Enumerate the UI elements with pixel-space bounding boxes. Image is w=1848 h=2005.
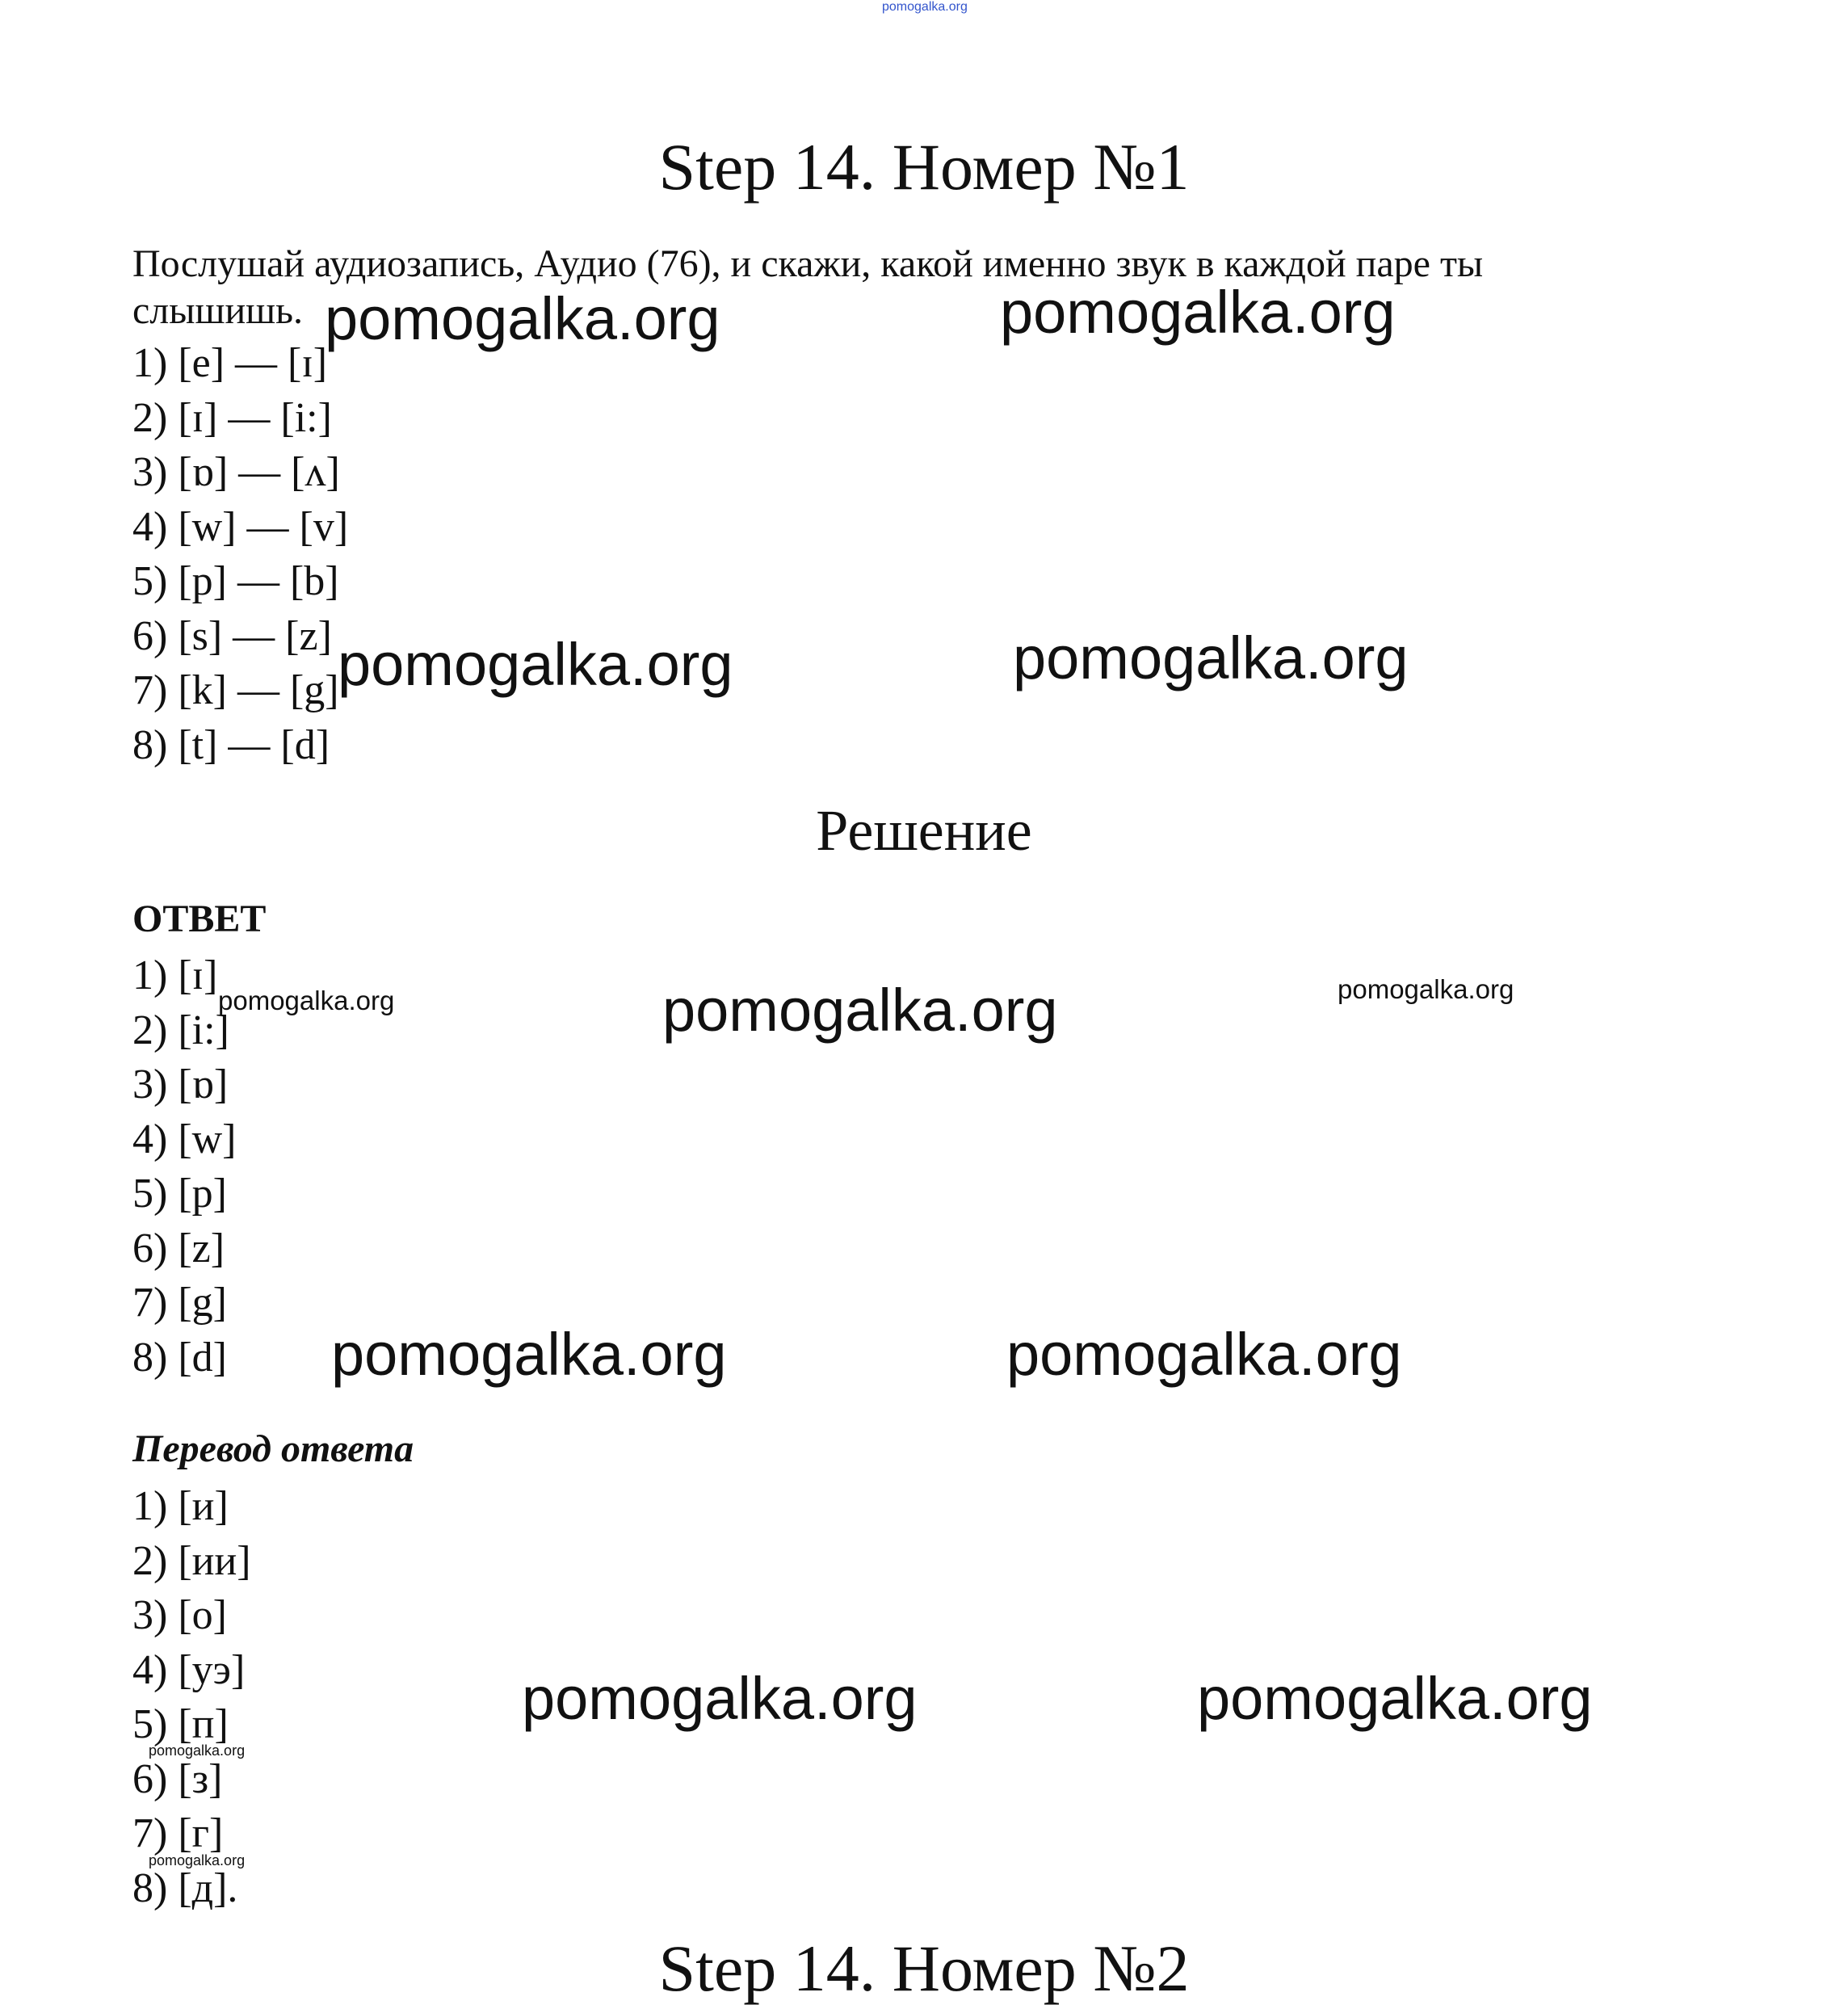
watermark: pomogalka.org — [1197, 1665, 1593, 1732]
watermark: pomogalka.org — [1000, 279, 1396, 346]
page-title: Step 14. Номер №1 — [658, 130, 1190, 204]
watermark: pomogalka.org — [1013, 624, 1409, 691]
translation-item: 6) [з] — [132, 1755, 223, 1802]
task-list — [132, 336, 348, 772]
task-item: 6) [s] — [z] — [132, 612, 332, 659]
answer-item: 6) [z] — [132, 1225, 225, 1272]
watermark: pomogalka.org — [149, 1852, 246, 1868]
translation-item: 7) [г] — [132, 1810, 224, 1856]
watermark: pomogalka.org — [522, 1665, 918, 1732]
answer-item: 5) [p] — [132, 1171, 227, 1217]
translation-item: 3) [о] — [132, 1592, 227, 1638]
answer-item: 3) [ɒ] — [132, 1061, 229, 1108]
task-item: 7) [k] — [g] — [132, 667, 339, 713]
watermark: pomogalka.org — [331, 1321, 727, 1388]
header-watermark: pomogalka.org — [882, 0, 968, 14]
task-item: 5) [p] — [b] — [132, 558, 339, 604]
task-item: 4) [w] — [v] — [132, 503, 349, 550]
task-item: 3) [ɒ] — [ʌ] — [132, 449, 340, 495]
watermark: pomogalka.org — [1006, 1321, 1402, 1388]
translation-item: 8) [д]. — [132, 1864, 238, 1911]
answer-item: 8) [d] — [132, 1334, 227, 1381]
translation-item: 5) [п] — [132, 1701, 229, 1747]
answer-item: 4) [w] — [132, 1116, 237, 1162]
solution-heading: Решение — [816, 798, 1032, 863]
translation-list — [132, 1479, 251, 1915]
translation-item: 4) [уэ] — [132, 1646, 246, 1693]
task-prompt: Послушай аудиозапись, Аудио (76), и скажи, какой именно звук в каждой паре ты слышишь. — [132, 242, 1484, 332]
watermark: pomogalka.org — [325, 285, 720, 352]
translation-item: 1) [и] — [132, 1483, 229, 1529]
watermark: pomogalka.org — [1338, 974, 1514, 1004]
translation-heading: Перевод ответа — [132, 1427, 414, 1470]
watermark: pomogalka.org — [149, 1742, 246, 1759]
answer-heading: ОТВЕТ — [132, 897, 267, 940]
task-item: 8) [t] — [d] — [132, 721, 330, 768]
translation-item: 2) [ии] — [132, 1537, 251, 1584]
task-item: 2) [ɪ] — [i:] — [132, 394, 332, 441]
next-step-title: Step 14. Номер №2 — [658, 1931, 1190, 2005]
answer-item: 2) [i:] — [132, 1007, 229, 1053]
answer-item: 1) [ɪ] — [132, 952, 218, 998]
watermark: pomogalka.org — [662, 977, 1058, 1044]
watermark: pomogalka.org — [218, 986, 395, 1015]
answer-item: 7) [g] — [132, 1280, 227, 1326]
watermark: pomogalka.org — [338, 631, 733, 698]
task-item: 1) [e] — [ɪ] — [132, 340, 328, 386]
